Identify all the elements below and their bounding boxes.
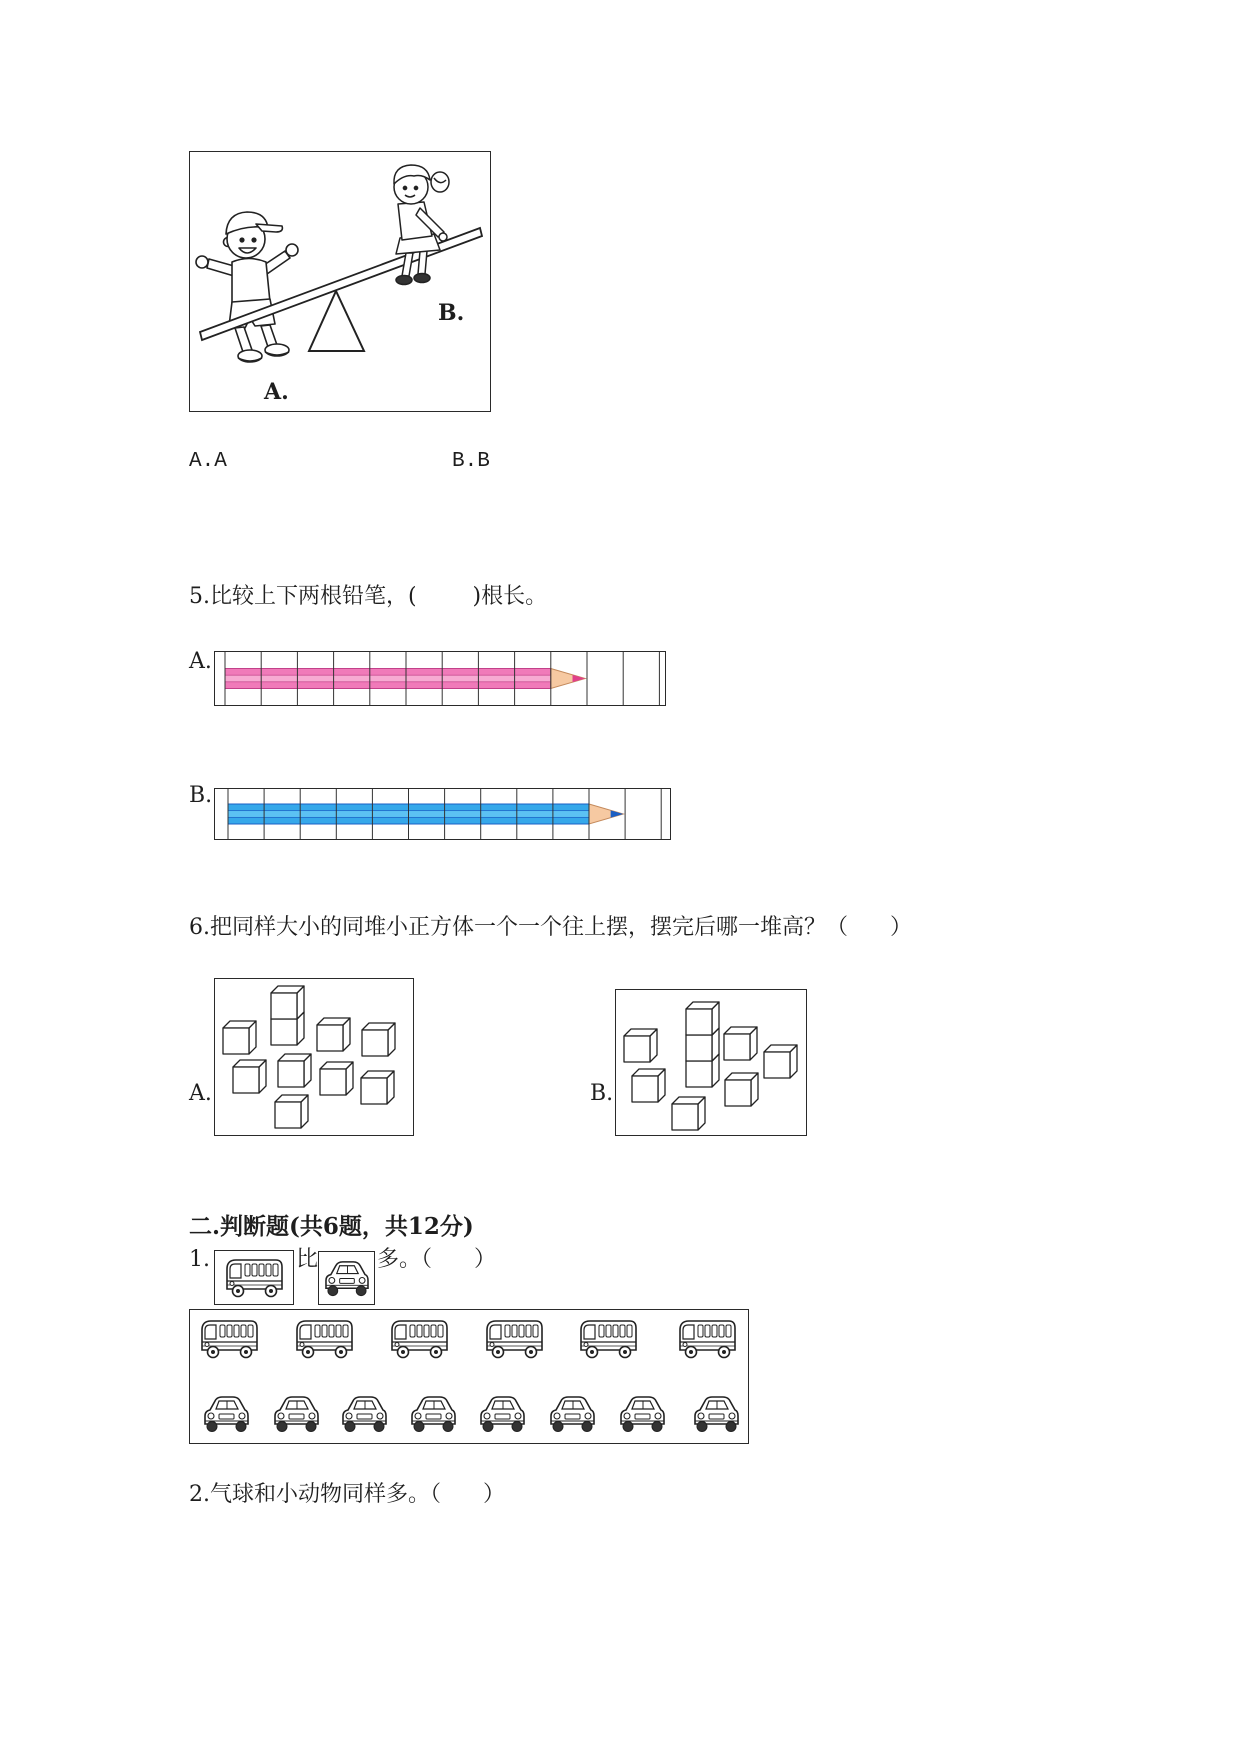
cube-pile-b-drawing <box>616 990 806 1135</box>
cube-front-face <box>317 1025 343 1051</box>
cube-front-face <box>223 1028 249 1054</box>
cube-front-face <box>278 1061 304 1087</box>
pencil <box>228 804 623 824</box>
q4-option-b: B.B <box>452 450 490 473</box>
boy-left-hand <box>196 256 208 268</box>
q5-pencil-b-label: B. <box>189 783 213 808</box>
cube <box>275 1095 308 1128</box>
car-icon <box>481 1397 524 1432</box>
cube <box>233 1060 266 1093</box>
boy-shirt <box>232 259 270 306</box>
seesaw-label-b: B. <box>438 300 465 326</box>
cube <box>672 1097 705 1130</box>
vehicles-drawing <box>190 1310 748 1443</box>
pencil-lead <box>573 675 586 682</box>
pencil-a-ruler <box>214 651 666 706</box>
cube-front-face <box>632 1076 658 1102</box>
cube-front-face <box>275 1102 301 1128</box>
girl-hand <box>439 233 447 241</box>
cube-pile-b-frame <box>615 989 807 1136</box>
car-icon <box>343 1397 386 1432</box>
pencil <box>225 669 585 689</box>
judge-q2-stem: 2.气球和小动物同样多。（ ） <box>189 1482 505 1507</box>
cube-stack <box>686 1002 719 1087</box>
judge-q1-tail: 多。（ ） <box>377 1247 496 1272</box>
girl-eye <box>414 186 417 189</box>
boy-right-hand <box>286 244 298 256</box>
cube-front-face <box>686 1061 712 1087</box>
cube-front-face <box>672 1104 698 1130</box>
bus-icon <box>227 1260 282 1297</box>
cube-stack <box>271 986 304 1045</box>
cube-front-face <box>686 1009 712 1035</box>
pencil-stripe <box>225 675 551 682</box>
girl-left-shoe <box>396 276 412 285</box>
boy-figure <box>196 212 298 362</box>
cube-front-face <box>764 1052 790 1078</box>
cube <box>271 986 304 1019</box>
cube <box>223 1021 256 1054</box>
bus-icon <box>487 1321 542 1358</box>
cube-front-face <box>362 1030 388 1056</box>
car-icon <box>275 1397 318 1432</box>
cube <box>320 1062 353 1095</box>
cube <box>686 1002 719 1035</box>
bus-icon <box>202 1321 257 1358</box>
cube <box>724 1027 757 1060</box>
girl-right-shoe <box>414 274 430 283</box>
judge-q1-car-svg <box>319 1252 374 1304</box>
cube-front-face <box>271 993 297 1019</box>
car-icon <box>551 1397 594 1432</box>
cube-front-face <box>624 1036 650 1062</box>
section-heading: 二.判断题(共6题，共12分) <box>189 1213 474 1240</box>
cube-pile-a-frame <box>214 978 414 1136</box>
pencil-b-ruler <box>214 788 671 840</box>
car-icon <box>695 1397 738 1432</box>
seesaw-illustration <box>190 152 490 411</box>
cube <box>725 1073 758 1106</box>
cube <box>764 1045 797 1078</box>
bus-row <box>202 1321 735 1358</box>
judge-q1-compare-word: 比 <box>296 1247 319 1272</box>
bus-icon <box>392 1321 447 1358</box>
car-row <box>205 1397 738 1432</box>
boy-eye <box>240 238 244 242</box>
judge-q1-bus-box <box>214 1250 294 1305</box>
cube <box>624 1029 657 1062</box>
cube <box>362 1023 395 1056</box>
cube-front-face <box>271 1019 297 1045</box>
cube-front-face <box>724 1034 750 1060</box>
judge-q1-bus-svg <box>215 1251 293 1304</box>
bus-icon <box>581 1321 636 1358</box>
car-icon <box>326 1262 368 1296</box>
judge-q1-number: 1. <box>189 1247 210 1272</box>
vehicles-frame <box>189 1309 749 1444</box>
cube <box>278 1054 311 1087</box>
car-icon <box>412 1397 455 1432</box>
boy-left-arm <box>207 259 234 276</box>
seesaw-fulcrum <box>309 291 364 351</box>
q6-stem: 6.把同样大小的同堆小正方体一个一个往上摆，摆完后哪一堆高？（ ） <box>189 915 912 940</box>
car-icon <box>621 1397 664 1432</box>
pencil-lead <box>611 810 624 817</box>
boy-eye <box>252 238 256 242</box>
cube <box>317 1018 350 1051</box>
cube-front-face <box>686 1035 712 1061</box>
boy-left-leg <box>235 327 252 352</box>
seesaw-label-a: A. <box>264 379 289 405</box>
boy-right-arm <box>264 251 290 274</box>
q6-pile-b-label: B. <box>590 1081 614 1106</box>
cube-front-face <box>361 1078 387 1104</box>
cube <box>361 1071 394 1104</box>
cube <box>632 1069 665 1102</box>
q5-pencil-a-label: A. <box>189 649 212 674</box>
seesaw-figure-frame <box>189 151 491 412</box>
cube-front-face <box>725 1080 751 1106</box>
bus-icon <box>297 1321 352 1358</box>
car-icon <box>205 1397 248 1432</box>
girl-eye <box>403 186 406 189</box>
bus-icon <box>680 1321 735 1358</box>
cube-front-face <box>233 1067 259 1093</box>
girl-right-leg <box>418 251 427 274</box>
q6-pile-a-label: A. <box>189 1081 212 1106</box>
pencil-a-drawing <box>215 652 665 705</box>
cube-pile-a-drawing <box>215 979 413 1135</box>
q5-stem: 5.比较上下两根铅笔，( )根长。 <box>189 584 548 609</box>
pencil-b-drawing <box>215 789 670 839</box>
cube-front-face <box>320 1069 346 1095</box>
q4-option-a: A.A <box>189 450 227 473</box>
judge-q1-car-box <box>318 1251 375 1305</box>
